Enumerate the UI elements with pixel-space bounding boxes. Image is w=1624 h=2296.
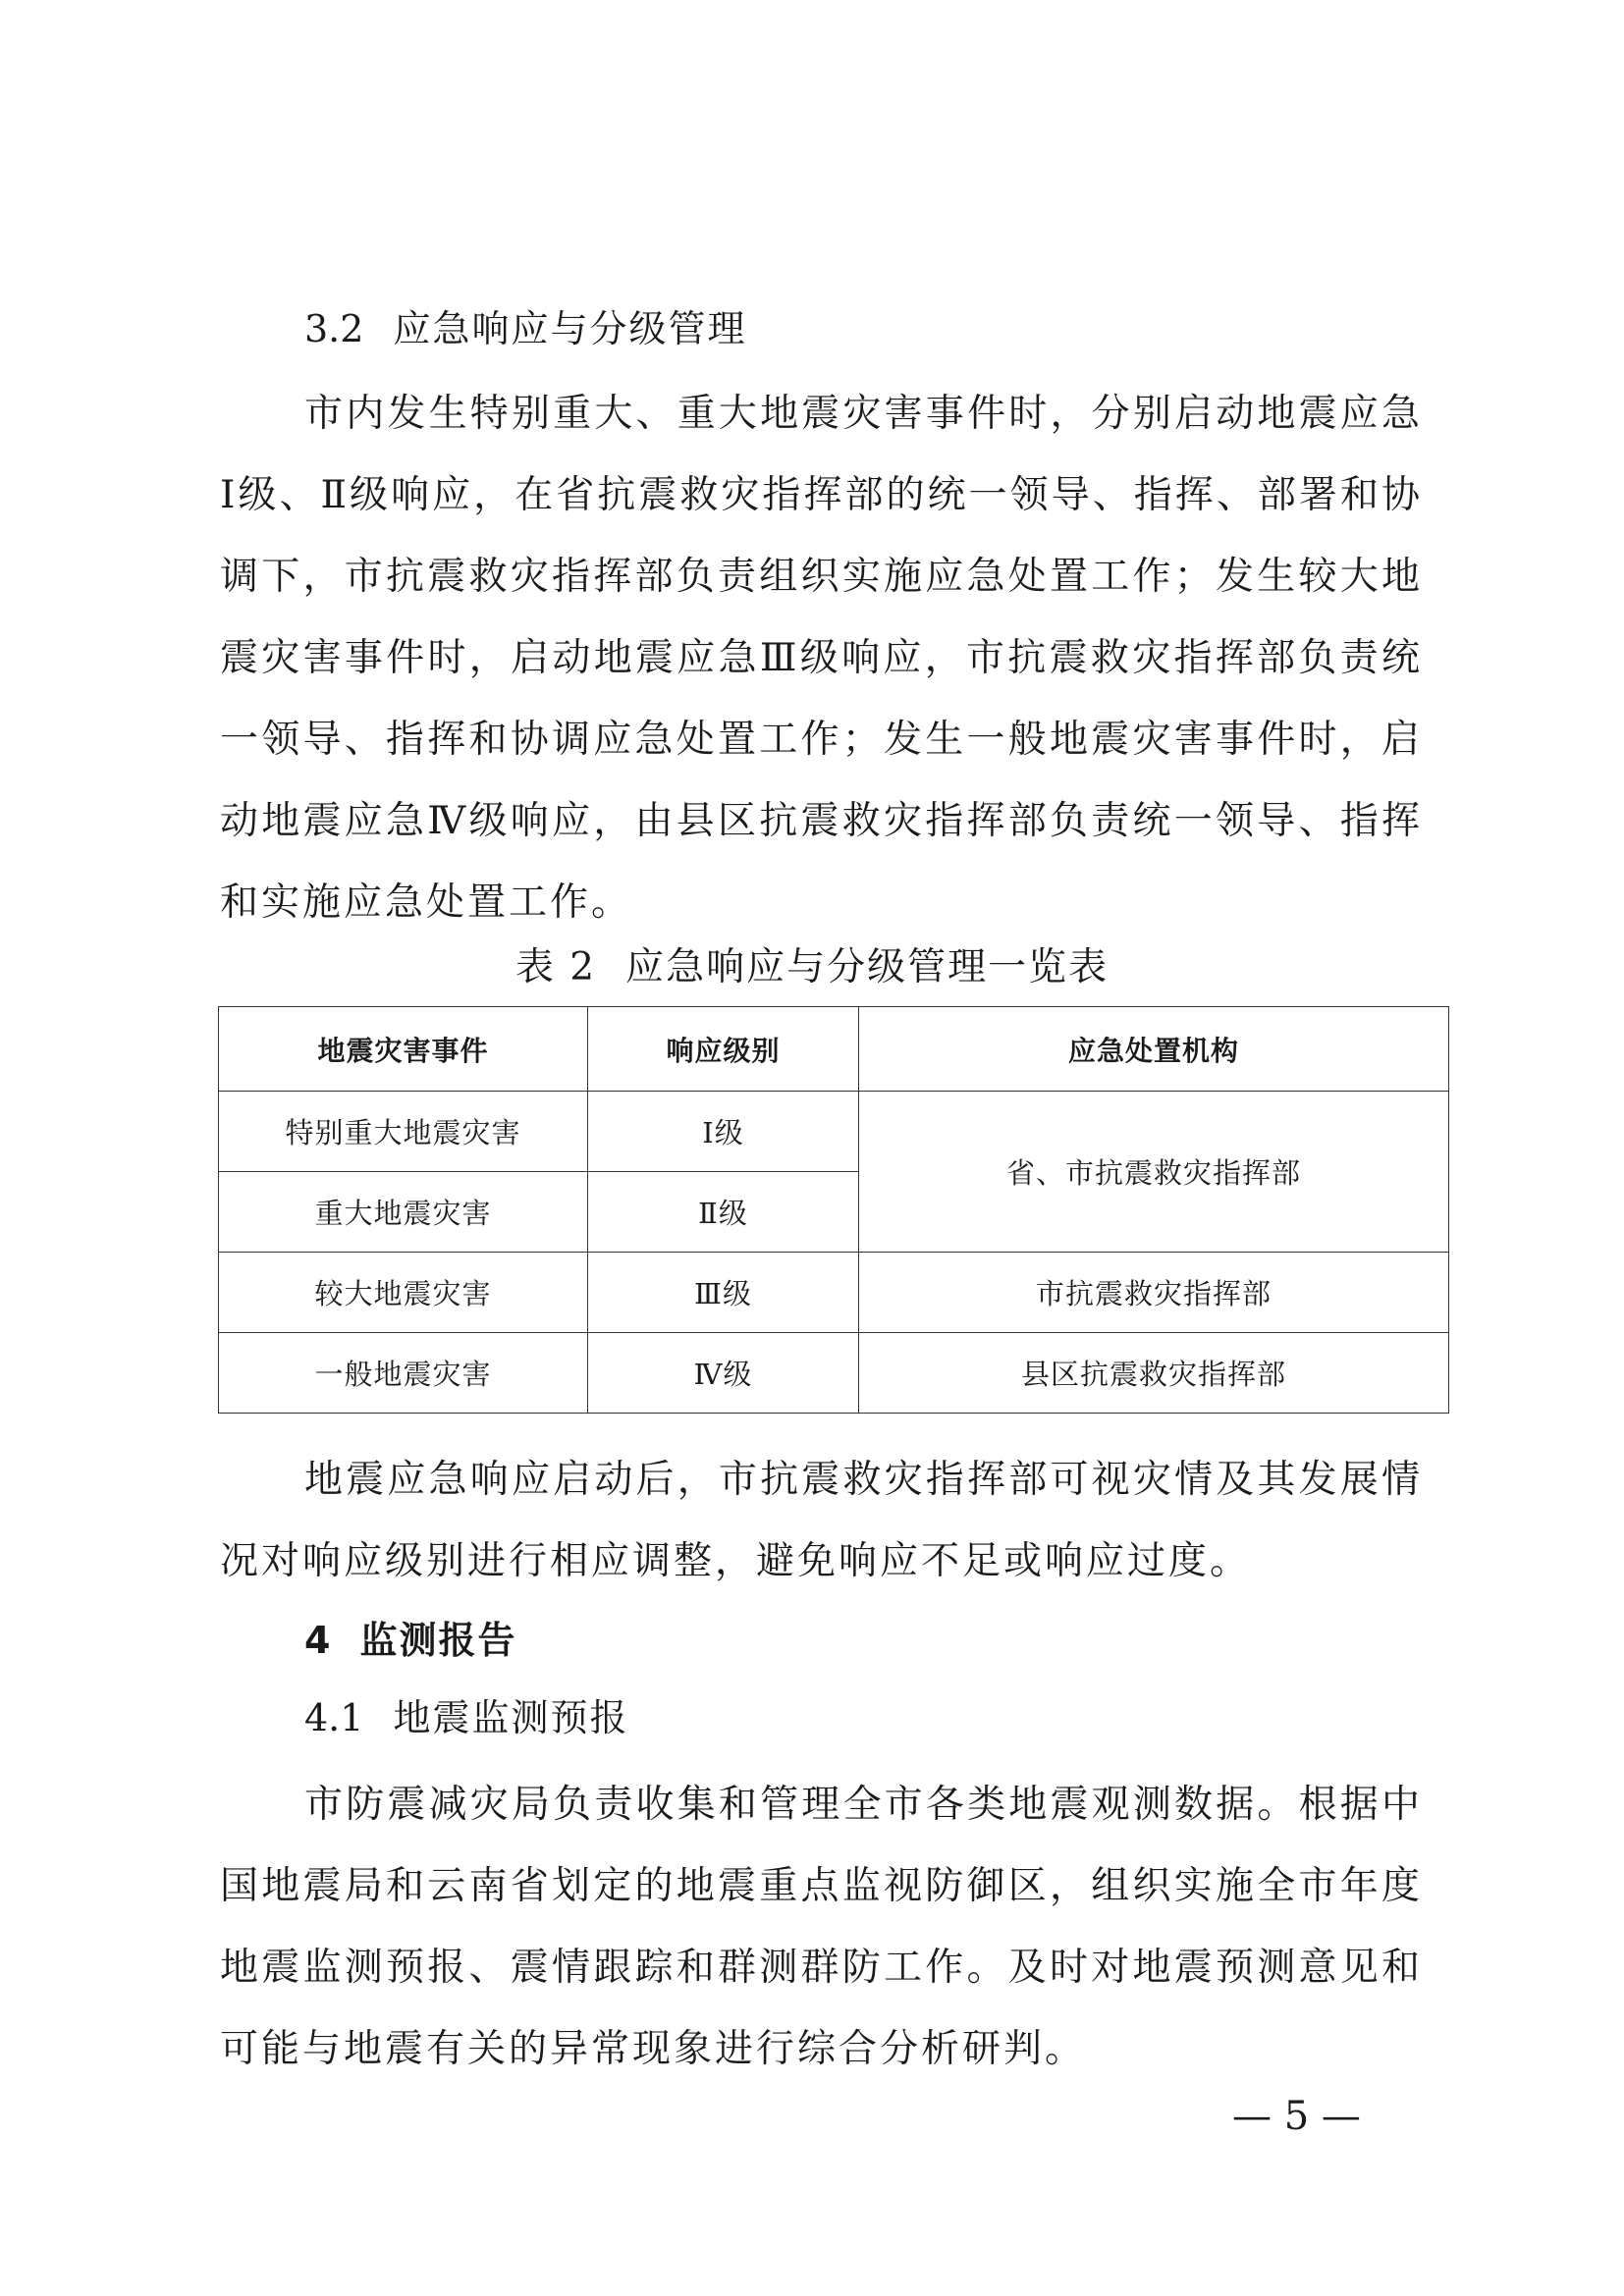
table-row — [219, 1092, 1449, 1172]
paragraph-monitoring: 市防震减灾局负责收集和管理全市各类地震观测数据。根据中国地震局和云南省划定的地震重点监视防御区，组织实施全市年度地震监测预报、震情跟踪和群测群防工作。及时对地震预测意见和可能与地震有关的异常现象进行综合分析研判。 — [220, 1783, 1423, 2071]
cell-event: 重大地震灾害 — [219, 1172, 588, 1253]
table-number: 表 2 — [514, 945, 597, 989]
header-agency: 应急处置机构 — [859, 1007, 1449, 1092]
section-number: 3.2 — [304, 307, 364, 350]
cell-level: Ⅳ级 — [588, 1333, 859, 1414]
cell-level: Ⅱ级 — [588, 1172, 859, 1253]
cell-event: 较大地震灾害 — [219, 1253, 588, 1333]
section-number: 4 — [304, 1619, 331, 1662]
cell-agency-merged: 省、市抗震救灾指挥部 — [859, 1092, 1449, 1253]
cell-level: Ⅰ级 — [588, 1092, 859, 1172]
paragraph-adjustment: 地震应急响应启动后，市抗震救灾指挥部可视灾情及其发展情况对响应级别进行相应调整，避免响应不足或响应过度。 — [220, 1458, 1423, 1583]
response-level-table — [218, 1006, 1449, 1414]
section-heading-4 — [304, 1618, 516, 1663]
table-header-row — [219, 1007, 1449, 1092]
paragraph-response-levels: 市内发生特别重大、重大地震灾害事件时，分别启动地震应急Ⅰ级、Ⅱ级响应，在省抗震救灾指挥部的统一领导、指挥、部署和协调下，市抗震救灾指挥部负责组织实施应急处置工作；发生较大地震灾害事件时，启动地震应急Ⅲ级响应，市抗震救灾指挥部负责统一领导、指挥和协调应急处置工作；发生一般地震灾害事件时，启动地震应急Ⅳ级响应，由县区抗震救灾指挥部负责统一领导、指挥和实施应急处置工作。 — [220, 392, 1423, 925]
header-event: 地震灾害事件 — [219, 1007, 588, 1092]
section-title: 监测报告 — [359, 1619, 517, 1662]
cell-level: Ⅲ级 — [588, 1253, 859, 1333]
table-row — [219, 1253, 1449, 1333]
header-level: 响应级别 — [588, 1007, 859, 1092]
page-number: — 5 — — [1232, 2094, 1361, 2139]
cell-event: 一般地震灾害 — [219, 1333, 588, 1414]
cell-agency: 市抗震救灾指挥部 — [859, 1253, 1449, 1333]
table-caption — [0, 945, 1624, 990]
cell-agency: 县区抗震救灾指挥部 — [859, 1333, 1449, 1414]
section-heading-3-2 — [304, 306, 746, 351]
section-heading-4-1 — [304, 1695, 628, 1740]
table-row — [219, 1333, 1449, 1414]
cell-event: 特别重大地震灾害 — [219, 1092, 588, 1172]
table-title: 应急响应与分级管理一览表 — [625, 945, 1110, 989]
section-number: 4.1 — [304, 1696, 364, 1739]
section-title: 地震监测预报 — [393, 1696, 629, 1739]
section-title: 应急响应与分级管理 — [393, 307, 747, 350]
